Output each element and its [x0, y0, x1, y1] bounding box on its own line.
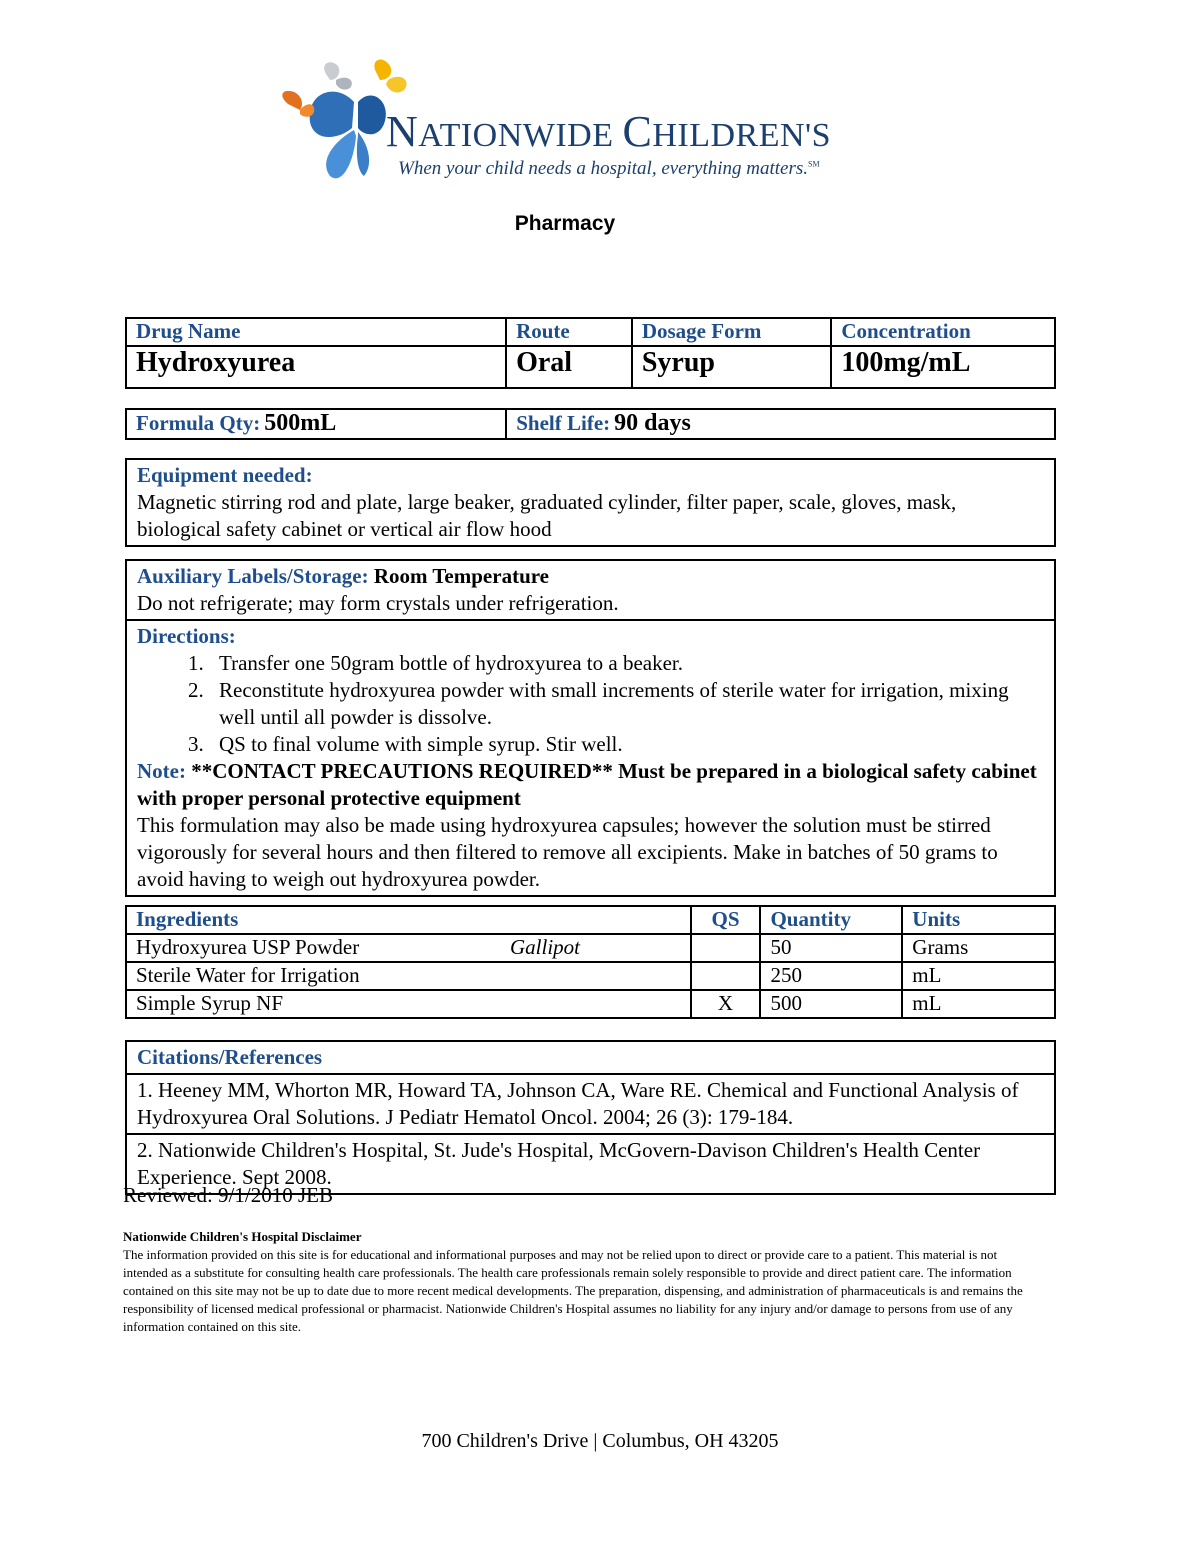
ingredients-header: Ingredients [126, 906, 691, 934]
note-bold-text: **CONTACT PRECAUTIONS REQUIRED** Must be prepared in a biological safety cabinet with proper personal protective equipment [137, 759, 1037, 810]
formula-qty-value: 500mL [264, 410, 337, 436]
ingredient-qs: X [691, 990, 761, 1018]
storage-label: Auxiliary Labels/Storage: [137, 564, 369, 588]
formula-qty [126, 409, 506, 439]
hospital-logo [276, 52, 866, 192]
note-label: Note: [137, 759, 186, 783]
precaution-note [137, 758, 1044, 812]
page-title: Pharmacy [514, 212, 616, 235]
ingredient-qty: 250 [760, 962, 902, 990]
ingredient-note [501, 962, 691, 990]
disclaimer-title: Nationwide Children's Hospital Disclaimer [123, 1229, 362, 1244]
dosage-form-header: Dosage Form [632, 318, 832, 346]
directions-list [137, 650, 1044, 758]
qs-header: QS [691, 906, 761, 934]
directions-panel [125, 559, 1056, 897]
concentration-value: 100mg/mL [831, 346, 1055, 388]
shelf-life [506, 409, 1055, 439]
equipment-panel [125, 458, 1056, 547]
drug-name-value: Hydroxyurea [126, 346, 506, 388]
brand-name: NATIONWIDE CHILDREN'S [386, 107, 832, 156]
citations-panel [125, 1040, 1056, 1195]
route-value: Oral [506, 346, 632, 388]
equipment-text: Magnetic stirring rod and plate, large beaker, graduated cylinder, filter paper, scale, gloves, mask, biological safety cabinet or vertical air flow hood [137, 490, 957, 541]
citation-item: 1. Heeney MM, Whorton MR, Howard TA, Johnson CA, Ware RE. Chemical and Functional Analysis of Hydroxyurea Oral Solutions. J Pediatr Hematol Oncol. 2004; 26 (3): 179-184. [127, 1073, 1054, 1133]
ingredient-name: Sterile Water for Irrigation [126, 962, 501, 990]
directions-label: Directions: [137, 624, 236, 648]
citations-label: Citations/References [137, 1045, 323, 1069]
ingredient-qs [691, 962, 761, 990]
drug-table [125, 317, 1056, 389]
storage-note: Do not refrigerate; may form crystals under refrigeration. [137, 591, 619, 615]
table-row [126, 934, 1055, 962]
brand-tagline: When your child needs a hospital, everything matters.℠ [398, 158, 820, 179]
ingredient-unit: mL [902, 962, 1055, 990]
disclaimer [123, 1228, 1023, 1336]
note-text: This formulation may also be made using hydroxyurea capsules; however the solution must be stirred vigorously for several hours and then filtered to remove all excipients. Make in batches of 50 grams to avoid having to weigh out hydroxyurea powder. [137, 813, 998, 891]
direction-step: 3. QS to final volume with simple syrup. Stir well. [209, 731, 1044, 758]
citation-item: 2. Nationwide Children's Hospital, St. Jude's Hospital, McGovern-Davison Children's Health Center Experience. Sept 2008. [127, 1133, 1054, 1193]
ingredient-unit: mL [902, 990, 1055, 1018]
shelf-life-label: Shelf Life: [516, 411, 611, 435]
ingredient-qty: 50 [760, 934, 902, 962]
shelf-life-value: 90 days [614, 410, 691, 436]
formula-table [125, 408, 1056, 440]
tagline-mark: SM [808, 159, 820, 169]
ingredients-table [125, 905, 1056, 1019]
ingredient-unit: Grams [902, 934, 1055, 962]
storage-value: Room Temperature [373, 564, 550, 588]
concentration-header: Concentration [831, 318, 1055, 346]
ingredient-name: Hydroxyurea USP Powder [126, 934, 501, 962]
dosage-form-value: Syrup [632, 346, 832, 388]
equipment-label: Equipment needed: [137, 463, 313, 487]
ingredient-qty: 500 [760, 990, 902, 1018]
table-row [126, 990, 1055, 1018]
quantity-header: Quantity [760, 906, 902, 934]
reviewed-note: Reviewed: 9/1/2010 JEB [123, 1183, 333, 1207]
ingredient-name: Simple Syrup NF [126, 990, 501, 1018]
ingredient-note [501, 990, 691, 1018]
storage-line [137, 563, 1044, 590]
ingredient-qs [691, 934, 761, 962]
ingredient-note: Gallipot [501, 934, 691, 962]
units-header: Units [902, 906, 1055, 934]
footer-address: 700 Children's Drive | Columbus, OH 43205 [421, 1430, 779, 1452]
table-row [126, 962, 1055, 990]
formula-qty-label: Formula Qty: [136, 411, 261, 435]
direction-step: 2. Reconstitute hydroxyurea powder with small increments of sterile water for irrigation, mixing well until all powder is dissolve. [209, 677, 1044, 731]
disclaimer-text: The information provided on this site is for educational and informational purposes and may not be relied upon to direct or provide care to a patient. This material is not intended as a substitute for consulting health care professionals. The health care professionals remain solely responsible to provide and direct patient care. The information contained on this site may not be up to date due to more recent medical developments. The preparation, dispensing, and administration of pharmaceuticals is and remains the responsibility of licensed medical professional or pharmacist. Nationwide Children's Hospital assumes no liability for any injury and/or damage to persons from use of any information contained on this site. [123, 1247, 1023, 1334]
drug-name-header: Drug Name [126, 318, 506, 346]
direction-step: 1. Transfer one 50gram bottle of hydroxyurea to a beaker. [209, 650, 1044, 677]
route-header: Route [506, 318, 632, 346]
